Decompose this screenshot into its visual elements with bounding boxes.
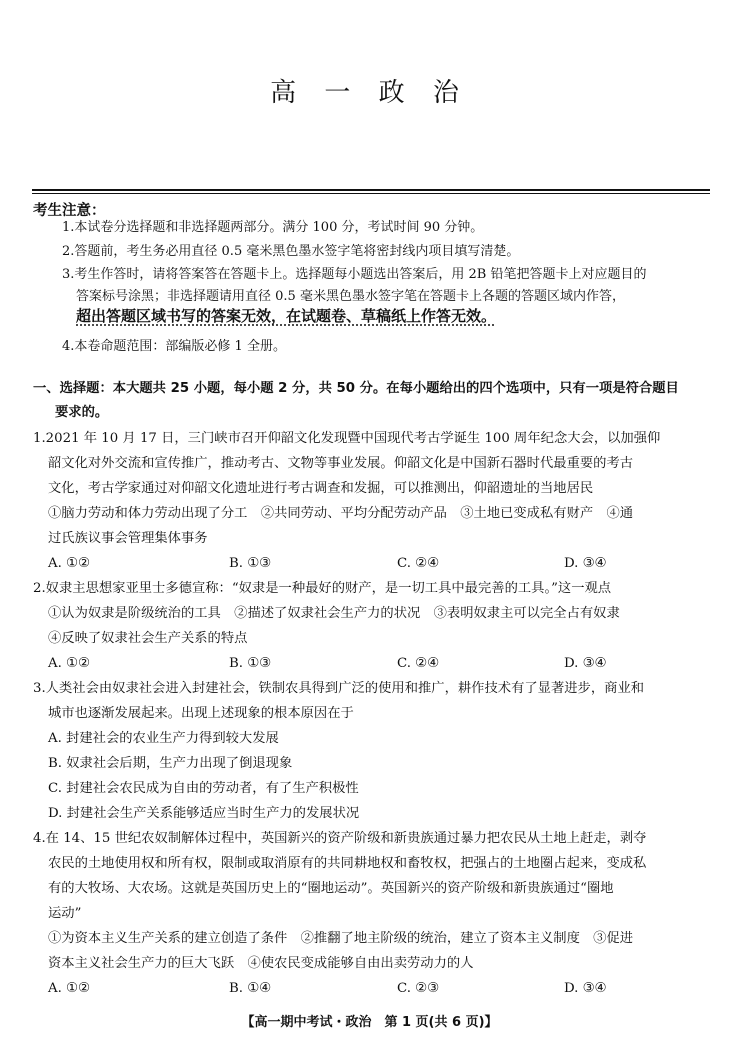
question-3-option-b: B. 奴隶社会后期，生产力出现了倒退现象: [48, 756, 293, 771]
option-b: B. ①③: [229, 656, 272, 671]
section-heading-continued: 要求的。: [55, 405, 109, 420]
question-4-options: [48, 977, 668, 1001]
option-d: D. ③④: [564, 656, 607, 671]
option-b: B. ①③: [229, 556, 272, 571]
question-1-line: 过氏族议事会管理集体事务: [48, 531, 208, 546]
question-1-line: 文化，考古学家通过对仰韶文化遗址进行考古调查和发掘，可以推测出，仰韶遗址的当地居民: [48, 481, 594, 496]
option-b: B. ①④: [229, 981, 272, 996]
page-footer: 【高一期中考试・政治 第 1 页(共 6 页)】: [241, 1015, 498, 1030]
question-1-line: 1.2021 年 10 月 17 日，三门峡市召开仰韶文化发现暨中国现代考古学诞生 100 周年纪念大会，以加强仰: [33, 431, 661, 446]
question-4-line: ①为资本主义生产关系的建立创造了条件 ②推翻了地主阶级的统治，建立了资本主义制度 ③促进: [48, 931, 634, 946]
notice-item: 4.本卷命题范围：部编版必修 1 全册。: [62, 339, 286, 354]
notice-heading: 考生注意：: [33, 203, 106, 219]
question-3-line: 城市也逐渐发展起来。出现上述现象的根本原因在于: [48, 706, 354, 721]
question-3-option-a: A. 封建社会的农业生产力得到较大发展: [48, 731, 279, 746]
question-1-options: [48, 552, 668, 576]
header-divider-thick: [32, 189, 710, 191]
notice-item: 1.本试卷分选择题和非选择题两部分。满分 100 分，考试时间 90 分钟。: [62, 220, 484, 235]
header-divider-thin: [32, 193, 710, 194]
notice-item-continued: 答案标号涂黑；非选择题请用直径 0.5 毫米黑色墨水签字笔在答题卡上各题的答题区域内作答，: [76, 289, 625, 304]
question-2-line: 2.奴隶主思想家亚里士多德宣称：“奴隶是一种最好的财产，是一切工具中最完善的工具。”这一观点: [33, 581, 612, 596]
question-4-line: 有的大牧场、大农场。这就是英国历史上的“圈地运动”。英国新兴的资产阶级和新贵族通过“圈地: [48, 881, 614, 896]
notice-item: 3.考生作答时，请将答案答在答题卡上。选择题每小题选出答案后，用 2B 铅笔把答题卡上对应题目的: [62, 267, 647, 282]
option-a: A. ①②: [48, 981, 90, 996]
question-4-line: 4.在 14、15 世纪农奴制解体过程中，英国新兴的资产阶级和新贵族通过暴力把农民从土地上赶走，剥夺: [33, 831, 647, 846]
option-a: A. ①②: [48, 656, 90, 671]
question-3-line: 3.人类社会由奴隶社会进入封建社会，铁制农具得到广泛的使用和推广，耕作技术有了显著进步，商业和: [33, 681, 645, 696]
question-3-option-d: D. 封建社会生产关系能够适应当时生产力的发展状况: [48, 806, 360, 821]
question-2-line: ④反映了奴隶社会生产关系的特点: [48, 631, 248, 646]
question-4-line: 运动”: [48, 906, 82, 921]
question-3-option-c: C. 封建社会农民成为自由的劳动者，有了生产积极性: [48, 781, 359, 796]
question-4-line: 农民的土地使用权和所有权，限制或取消原有的共同耕地权和畜牧权，把强占的土地圈占起来，变成私: [48, 856, 647, 871]
option-d: D. ③④: [564, 556, 607, 571]
page-title: 高 一 政 治: [270, 78, 469, 108]
section-heading: 一、选择题：本大题共 25 小题，每小题 2 分，共 50 分。在每小题给出的四个选项中，只有一项是符合题目: [33, 381, 679, 396]
option-a: A. ①②: [48, 556, 90, 571]
option-c: C. ②④: [397, 556, 439, 571]
option-c: C. ②③: [397, 981, 439, 996]
question-1-line: 韶文化对外交流和宣传推广，推动考古、文物等事业发展。仰韶文化是中国新石器时代最重要的考古: [48, 456, 634, 471]
question-2-line: ①认为奴隶是阶级统治的工具 ②描述了奴隶社会生产力的状况 ③表明奴隶主可以完全占有奴隶: [48, 606, 620, 621]
question-4-line: 资本主义社会生产力的巨大飞跃 ④使农民变成能够自由出卖劳动力的人: [48, 956, 474, 971]
notice-item: 2.答题前，考生务必用直径 0.5 毫米黑色墨水签字笔将密封线内项目填写清楚。: [62, 244, 520, 259]
notice-warning: 超出答题区域书写的答案无效，在试题卷、草稿纸上作答无效。: [76, 307, 497, 325]
option-d: D. ③④: [564, 981, 607, 996]
question-1-line: ①脑力劳动和体力劳动出现了分工 ②共同劳动、平均分配劳动产品 ③土地已变成私有财产 ④通: [48, 506, 634, 521]
question-2-options: [48, 652, 668, 676]
option-c: C. ②④: [397, 656, 439, 671]
